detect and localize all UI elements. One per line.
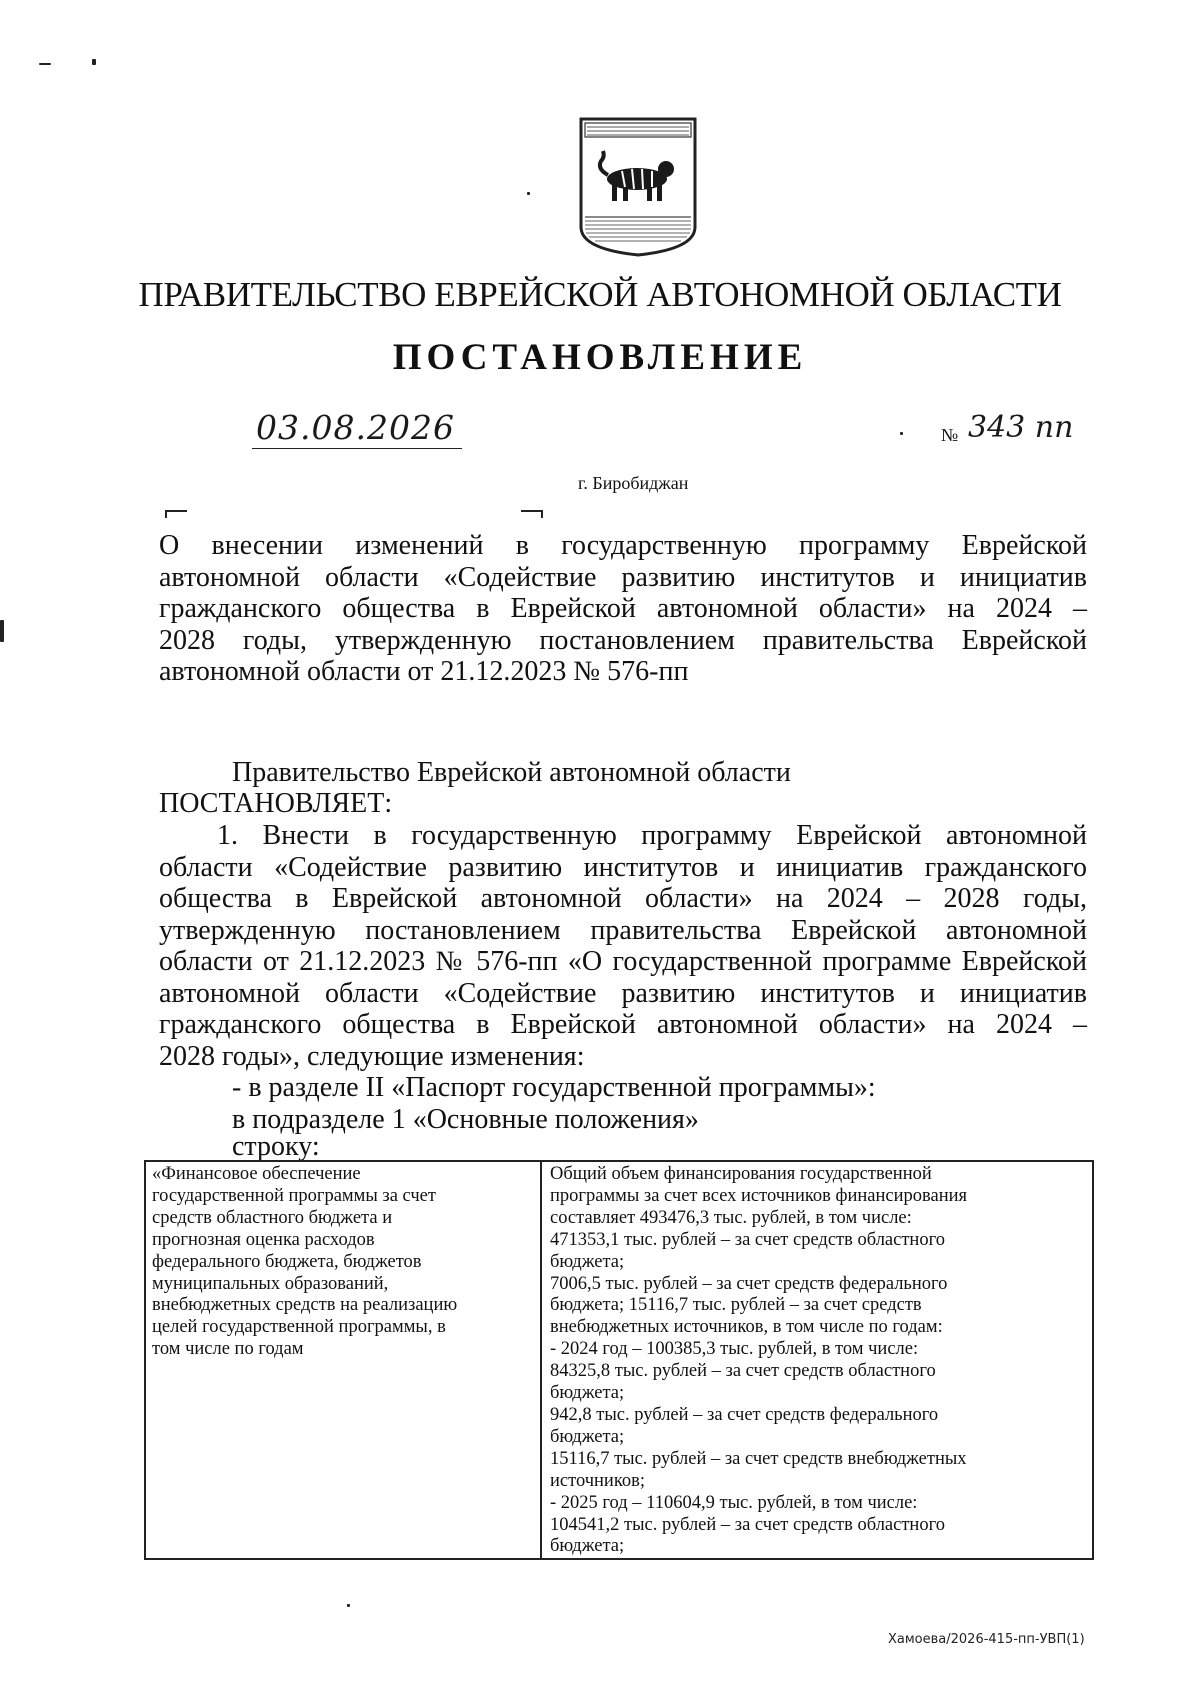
title-line: 2028 годы, утвержденную постановлением правительства Еврейской (159, 624, 1087, 656)
cell-line: «Финансовое обеспечение (152, 1164, 361, 1184)
cell-line: 104541,2 тыс. рублей – за счет средств областного (550, 1514, 945, 1535)
section-line: - в разделе II «Паспорт государственной программы»: (232, 1072, 876, 1103)
table-row (145, 1161, 1093, 1559)
cell-line: 84325,8 тыс. рублей – за счет средств областного (550, 1361, 936, 1382)
scan-mark (900, 432, 903, 435)
government-name: ПРАВИТЕЛЬСТВО ЕВРЕЙСКОЙ АВТОНОМНОЙ ОБЛАСТИ (138, 275, 1062, 314)
cell-line: федерального бюджета, бюджетов (152, 1251, 422, 1272)
paragraph-line: области «Содействие развитию институтов и инициатив гражданского (159, 851, 1087, 883)
row-label: строку: (232, 1131, 320, 1162)
paragraph-line: области от 21.12.2023 № 576-пп «О государственной программе Еврейской (159, 946, 1087, 977)
cell-line: государственной программы за счет (152, 1185, 436, 1206)
document-title (159, 530, 1087, 688)
cell-line: целей государственной программы, в (152, 1317, 446, 1338)
cell-line: средств областного бюджета и (152, 1207, 393, 1228)
scan-mark (0, 620, 4, 642)
cell-line: - 2025 год – 110604,9 тыс. рублей, в том числе: (550, 1492, 918, 1513)
cell-line: источников; (550, 1470, 646, 1491)
cell-line: муниципальных образований, (152, 1273, 389, 1294)
title-line: автономной области «Содействие развитию институтов и инициатив (159, 561, 1087, 593)
scan-mark (527, 192, 530, 195)
cell-line: программы за счет всех источников финансирования (550, 1185, 968, 1206)
cell-line: бюджета; (550, 1536, 625, 1557)
document-code: Хамоева/2026-415-пп-УВП(1) (888, 1632, 1085, 1647)
paragraph-line: 2028 годы», следующие изменения: (159, 1040, 585, 1072)
subsection-line: в подразделе 1 «Основные положения» (232, 1104, 699, 1135)
title-bracket-left (165, 510, 187, 518)
cell-line: внебюджетных источников, в том числе по годам: (550, 1317, 943, 1338)
scan-mark (92, 59, 96, 65)
scan-mark (347, 1604, 350, 1607)
scan-mark (39, 63, 51, 65)
paragraph-line: общества в Еврейской автономной области» на 2024 – 2028 годы, (159, 883, 1087, 914)
paragraph-line: 1. Внести в государственную программу Еврейской автономной (217, 820, 1087, 851)
cell-line: Общий объем финансирования государственной (550, 1164, 932, 1184)
paragraph-line: гражданского общества в Еврейской автономной области» на 2024 – (159, 1009, 1087, 1040)
handwritten-date: 03.08.2026 (256, 408, 455, 447)
item-1-paragraph (159, 820, 1087, 1072)
title-bracket-right (521, 510, 543, 518)
cell-line: бюджета; (550, 1426, 625, 1447)
coat-of-arms-emblem (577, 117, 699, 257)
cell-line: 15116,7 тыс. рублей – за счет средств внебюджетных (550, 1448, 967, 1469)
cell-line: бюджета; 15116,7 тыс. рублей – за счет средств (550, 1295, 922, 1316)
government-line: Правительство Еврейской автономной области (232, 757, 791, 788)
financing-table (144, 1160, 1094, 1560)
title-line: О внесении изменений в государственную программу Еврейской (159, 530, 1087, 561)
document-type-heading: ПОСТАНОВЛЕНИЕ (392, 337, 808, 378)
cell-line: том числе по годам (152, 1339, 304, 1360)
cell-line: бюджета; (550, 1383, 625, 1404)
city-name: г. Биробиджан (578, 473, 689, 493)
cell-line: прогнозная оценка расходов (152, 1229, 375, 1250)
cell-line: - 2024 год – 100385,3 тыс. рублей, в том числе: (550, 1339, 919, 1360)
title-line: автономной области от 21.12.2023 № 576-пп (159, 656, 689, 687)
cell-line: составляет 493476,3 тыс. рублей, в том числе: (550, 1207, 912, 1228)
cell-line: 7006,5 тыс. рублей – за счет средств федерального (550, 1273, 948, 1294)
cell-line: бюджета; (550, 1251, 625, 1272)
table-cell-parameter (145, 1161, 541, 1559)
cell-line: 471353,1 тыс. рублей – за счет средств областного (550, 1229, 945, 1250)
cell-line: внебюджетных средств на реализацию (152, 1295, 458, 1316)
paragraph-line: утвержденную постановлением правительства Еврейской автономной (159, 914, 1087, 946)
title-line: гражданского общества в Еврейской автономной области» на 2024 – (159, 593, 1087, 624)
handwritten-number: 343 пп (968, 410, 1074, 445)
table-cell-value (541, 1161, 1093, 1559)
paragraph-line: автономной области «Содействие развитию институтов и инициатив (159, 977, 1087, 1009)
number-label: № (941, 425, 959, 445)
resolves-line: ПОСТАНОВЛЯЕТ: (159, 788, 393, 819)
date-underline (252, 448, 462, 449)
cell-line: 942,8 тыс. рублей – за счет средств федерального (550, 1404, 939, 1425)
